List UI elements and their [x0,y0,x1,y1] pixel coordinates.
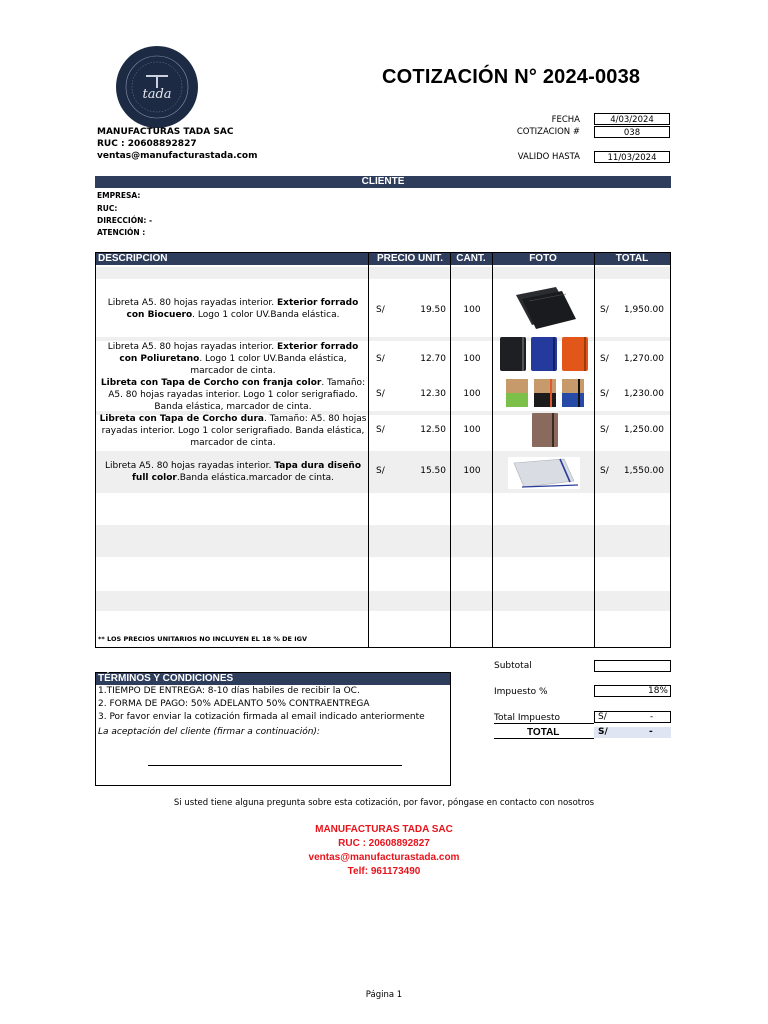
fecha-value: 4/03/2024 [594,113,670,125]
items-table [95,252,671,648]
total-impuesto-underline [494,723,594,724]
total-underline [494,738,594,739]
col-desc: DESCRIPCION [98,253,168,264]
item-total: 1,270.00 [623,354,664,364]
client-direccion: DIRECCIÓN: - [97,216,153,225]
col-qty: CANT. [456,253,486,264]
row-stripe [96,591,670,611]
total-value: - [649,727,653,737]
company-logo [116,46,198,128]
total-impuesto-box [594,711,671,723]
table-row [96,413,670,451]
contact-question: Si usted tiene alguna pregunta sobre esta cotización, por favor, póngase en contacto con nosotros [173,798,595,808]
cotizacion-label: COTIZACION # [516,127,580,137]
subtotal-label: Subtotal [494,661,532,671]
col-price: PRECIO UNIT. [376,253,444,264]
item-total: 1,950.00 [623,305,664,315]
col-total: TOTAL [615,253,649,264]
quotation-title-label: COTIZACIÓN N° [382,66,538,88]
quotation-title [382,66,682,89]
client-header: CLIENTE [95,176,671,188]
client-empresa: EMPRESA: [97,191,141,200]
item-total: 1,550.00 [623,466,664,476]
total-currency: S/ [598,727,608,737]
item-total-currency: S/ [600,354,609,364]
valido-value: 11/03/2024 [594,151,670,163]
terms-header: TÉRMINOS Y CONDICIONES [96,673,450,685]
item-currency: S/ [376,354,385,364]
item-total-currency: S/ [600,425,609,435]
color-notebooks-photo [494,335,594,375]
item-currency: S/ [376,425,385,435]
terms-box [95,672,451,786]
total-impuesto-value: - [650,712,654,722]
row-stripe [96,267,670,279]
col-photo: FOTO [529,253,557,264]
item-total: 1,230.00 [623,389,664,399]
white-notebook-photo [494,455,594,491]
footer-email: ventas@manufacturastada.com [308,852,460,863]
item-description: Libreta A5. 80 hojas rayadas interior. Exterior forrado con Poliuretano. Logo 1 color UV.Banda elástica, marcador de cinta. [107,342,359,376]
item-qty: 100 [463,305,481,315]
item-qty: 100 [463,389,481,399]
item-total: 1,250.00 [623,425,664,435]
item-qty: 100 [463,425,481,435]
black-notebooks-photo [494,285,594,331]
table-row [96,281,670,337]
impuesto-label: Impuesto % [494,687,548,697]
item-qty: 100 [463,466,481,476]
item-currency: S/ [376,466,385,476]
table-row [96,341,670,377]
fecha-label: FECHA [551,115,580,125]
quotation-number: 2024-0038 [542,66,641,88]
client-ruc: RUC: [97,204,118,213]
total-box [594,727,671,738]
company-ruc: RUC : 20608892827 [97,139,197,149]
valido-label: VALIDO HASTA [517,152,580,162]
igv-note: ** LOS PRECIOS UNITARIOS NO INCLUYEN EL 18 % DE IGV [98,635,308,643]
cork-stripe-notebooks-photo [494,377,594,411]
terms-acceptance: La aceptación del cliente (firmar a continuación): [98,727,320,737]
item-price: 12.30 [420,389,446,399]
footer-company-name: MANUFACTURAS TADA SAC [315,824,453,835]
company-email: ventas@manufacturastada.com [97,151,258,161]
total-impuesto-currency: S/ [598,712,607,722]
subtotal-value [594,660,671,672]
item-currency: S/ [376,389,385,399]
cotizacion-value: 038 [594,126,670,138]
item-price: 12.70 [420,354,446,364]
item-price: 12.50 [420,425,446,435]
item-description: Libreta con Tapa de Corcho con franja color. Tamaño: A5. 80 hojas rayadas interior. Logo 1 color serigrafiado. Banda elástica, marcador de cinta. [100,378,366,412]
signature-line [148,765,402,766]
footer-ruc: RUC : 20608892827 [338,838,430,849]
item-price: 19.50 [420,305,446,315]
item-description: Libreta A5. 80 hojas rayadas interior. Exterior forrado con Biocuero. Logo 1 color UV.Banda elástica. [107,298,359,320]
logo-wordmark: tada [142,87,172,102]
terms-line-3: 3. Por favor enviar la cotización firmada al email indicado anteriormente [98,712,425,722]
footer-phone: Telf: 961173490 [347,866,421,877]
impuesto-value: 18% [594,685,671,697]
company-name: MANUFACTURAS TADA SAC [97,127,234,137]
item-description: Libreta A5. 80 hojas rayadas interior. Tapa dura diseño full color.Banda elástica.marcador de cinta. [104,461,362,483]
terms-line-1: 1.TIEMPO DE ENTREGA: 8-10 días habiles de recibir la OC. [98,686,360,696]
table-row [96,451,670,493]
item-qty: 100 [463,354,481,364]
row-stripe [96,525,670,557]
item-total-currency: S/ [600,466,609,476]
item-total-currency: S/ [600,305,609,315]
terms-line-2: 2. FORMA DE PAGO: 50% ADELANTO 50% CONTRAENTREGA [98,699,370,709]
item-currency: S/ [376,305,385,315]
total-impuesto-label: Total Impuesto [494,713,560,723]
table-row [96,377,670,413]
page-number: Página 1 [365,990,403,1000]
item-description: Libreta con Tapa de Corcho dura. Tamaño: A5. 80 hojas rayadas interior. Logo 1 color serigrafiado. Banda elástica, marcador de cinta. [99,414,367,448]
client-atencion: ATENCIÓN : [97,228,146,237]
total-label: TOTAL [527,727,560,738]
item-price: 15.50 [420,466,446,476]
cork-notebook-photo [494,411,594,449]
item-total-currency: S/ [600,389,609,399]
